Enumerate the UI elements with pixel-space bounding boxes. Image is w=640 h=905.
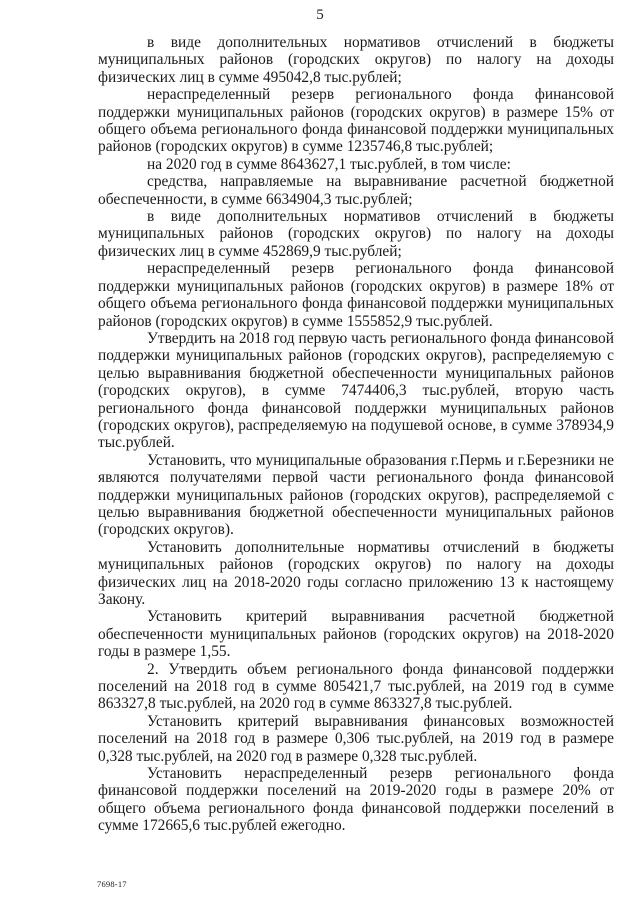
paragraph-ndfl-norms-2020: в виде дополнительных нормативов отчислений в бюджеты муниципальных районов (городских округов) по налогу на доходы физических лиц в сумме 452869,9 тыс.рублей; [98, 208, 614, 260]
page-number: 5 [316, 7, 324, 23]
paragraph-settlements-fund: 2. Утвердить объем регионального фонда финансовой поддержки поселений на 2018 год в сумме 805421,7 тыс.рублей, на 2019 год в сумме 863327,8 тыс.рублей, на 2020 год в сумме 863327,8 тыс.рублей. [98, 660, 614, 713]
paragraph-additional-norms: Установить дополнительные нормативы отчислений в бюджеты муниципальных районов (городских округов) по налогу на доходы физических лиц на 2018-2020 годы согласно приложению 13 к настоящему Закону. [98, 538, 614, 608]
paragraph-settlements-criterion: Установить критерий выравнивания финансовых возможностей поселений на 2018 год в размере 0,306 тыс.рублей, на 2019 год в размере 0,328 тыс.рублей, на 2020 год в размере 0,328 тыс.рублей. [98, 712, 614, 765]
paragraph-equalization-criterion: Установить критерий выравнивания расчетной бюджетной обеспеченности муниципальных районов (городских округов) на 2018-2020 годы в размере 1,55. [98, 608, 614, 661]
paragraph-equalization-2020: средства, направляемые на выравнивание расчетной бюджетной обеспеченности, в сумме 6634904,3 тыс.рублей; [98, 173, 614, 208]
paragraph-reserve-2019: нераспределенный резерв регионального фонда финансовой поддержки муниципальных районов (городских округов) в размере 15% от общего объема регионального фонда финансовой поддержки муниципальных районов (городских округов) в сумме 1235746,8 тыс.рублей; [98, 86, 614, 156]
paragraph-fund-parts-2018: Утвердить на 2018 год первую часть регионального фонда финансовой поддержки муниципальных районов (городских округов), распределяемую с целью выравнивания бюджетной обеспеченности муниципальных районов (городских округов), в сумме 7474406,3 тыс.рублей, вторую часть регионального фонда финансовой поддержки муниципальных районов (городских округов), распределяемую на подушевой основе, в сумме 378934,9 тыс.рублей. [98, 329, 614, 452]
paragraph-settlements-reserve: Установить нераспределенный резерв регионального фонда финансовой поддержки поселений на 2019-2020 годы в размере 20% от общего объема регионального фонда финансовой поддержки поселений в сумме 172665,6 тыс.рублей ежегодно. [98, 765, 614, 835]
document-body [98, 34, 614, 835]
paragraph-ndfl-norms-2019: в виде дополнительных нормативов отчислений в бюджеты муниципальных районов (городских округов) по налогу на доходы физических лиц в сумме 495042,8 тыс.рублей; [98, 34, 614, 86]
paragraph-reserve-2020: нераспределенный резерв регионального фонда финансовой поддержки муниципальных районов (городских округов) в размере 18% от общего объема регионального фонда финансовой поддержки муниципальных районов (городских округов) в сумме 1555852,9 тыс.рублей. [98, 260, 614, 330]
paragraph-perm-berezniki: Установить, что муниципальные образования г.Пермь и г.Березники не являются получателями первой части регионального фонда финансовой поддержки муниципальных районов (городских округов), распределяемой с целью выравнивания бюджетной обеспеченности муниципальных районов (городских округов). [98, 451, 614, 539]
document-code: 7698-17 [97, 879, 127, 889]
paragraph-total-2020: на 2020 год в сумме 8643627,1 тыс.рублей, в том числе: [147, 155, 511, 173]
